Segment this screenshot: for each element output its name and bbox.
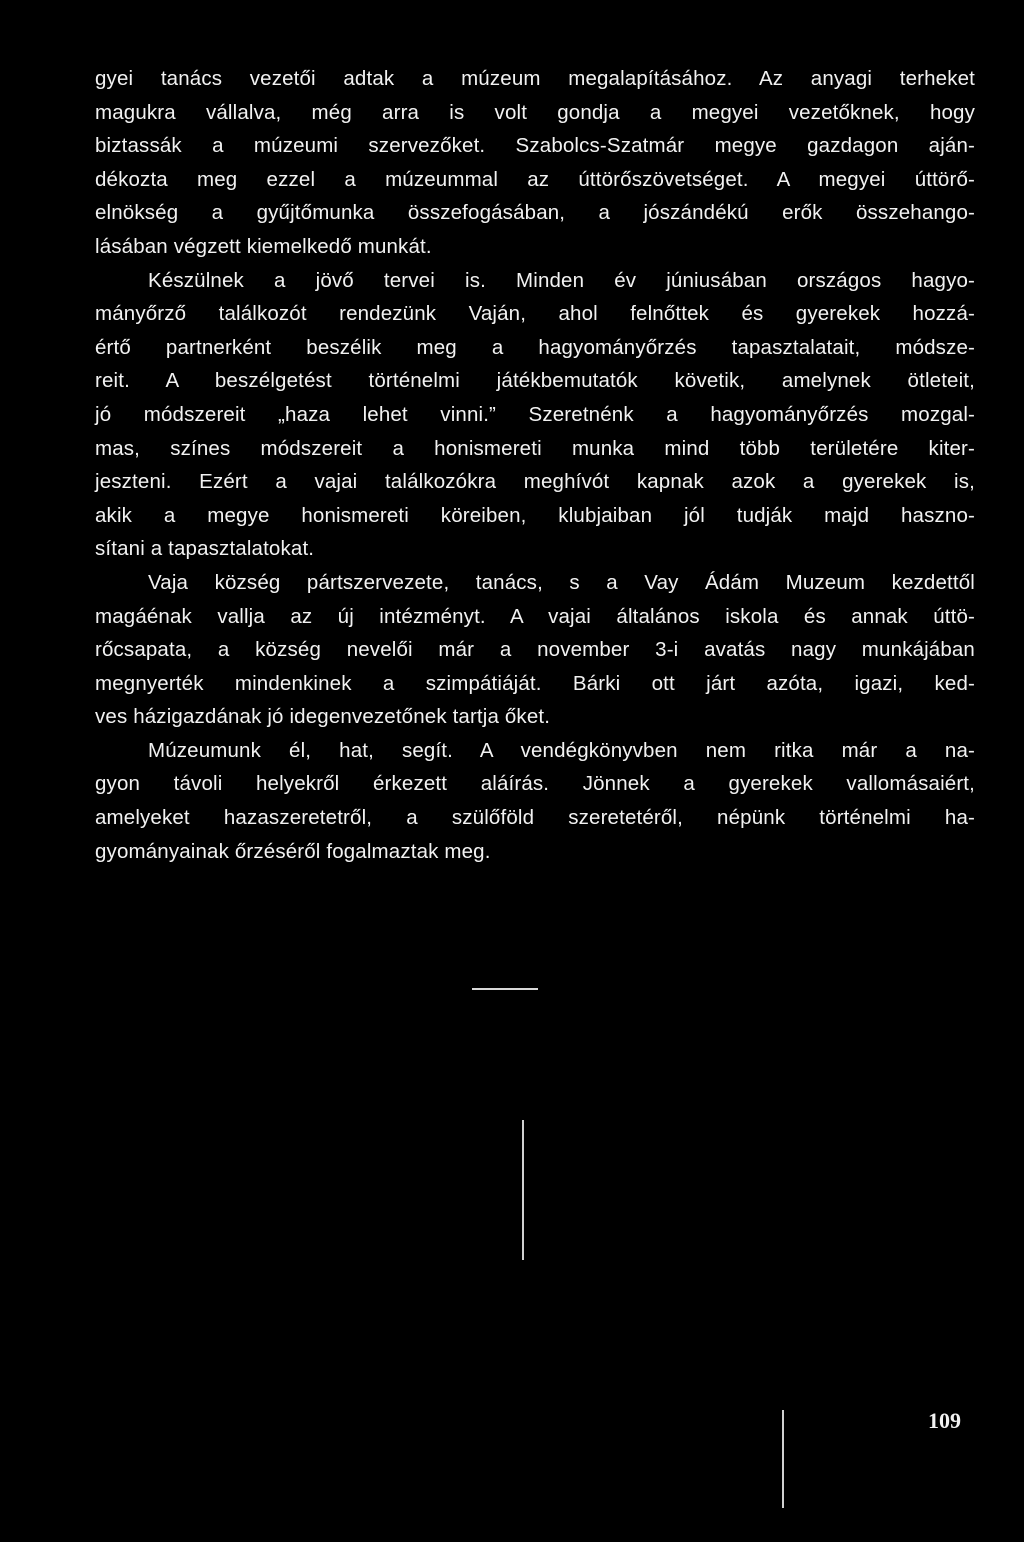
text-line: gyományainak őrzéséről fogalmaztak meg.	[95, 839, 491, 863]
text-line: magáénak vallja az új intézményt. A vajai általános iskola és annak úttö-	[95, 604, 975, 628]
text-line: gyei tanács vezetői adtak a múzeum megalapításához. Az anyagi terheket	[95, 67, 975, 90]
text-line: mas, színes módszereit a honismereti munka mind több területére kiter-	[95, 436, 975, 460]
text-line: mányőrző találkozót rendezünk Vaján, ahol felnőttek és gyerekek hozzá-	[95, 302, 975, 326]
scan-artifact-line	[782, 1410, 784, 1508]
text-line: amelyeket hazaszeretetről, a szülőföld szeretetéről, népünk történelmi ha-	[95, 806, 975, 830]
text-line: megnyerték mindenkinek a szimpátiáját. Bárki ott járt azóta, igazi, ked-	[95, 671, 975, 695]
page-number: 109	[928, 1408, 961, 1433]
body-text	[95, 62, 975, 868]
text-line: akik a megye honismereti köreiben, klubjaiban jól tudják majd haszno-	[95, 503, 975, 527]
text-line: magukra vállalva, még arra is volt gondja a megyei vezetőknek, hogy	[95, 100, 975, 124]
text-line: dékozta meg ezzel a múzeummal az úttörőszövetséget. A megyei úttörő-	[95, 167, 975, 191]
text-line: jeszteni. Ezért a vajai találkozókra meghívót kapnak azok a gyerekek is,	[95, 470, 975, 494]
text-line: gyon távoli helyekről érkezett aláírás. Jönnek a gyerekek vallomásaiért,	[95, 772, 975, 796]
text-line: reit. A beszélgetést történelmi játékbemutatók követik, amelynek ötleteit,	[95, 369, 975, 393]
text-line: sítani a tapasztalatokat.	[95, 537, 315, 561]
text-line: lásában végzett kiemelkedő munkát.	[95, 234, 432, 258]
scan-artifact-line	[522, 1120, 524, 1260]
text-line: biztassák a múzeumi szervezőket. Szabolcs-Szatmár megye gazdagon aján-	[95, 134, 975, 158]
text-line: elnökség a gyűjtőmunka összefogásában, a jószándékú erők összehango-	[95, 201, 975, 225]
text-line: rőcsapata, a község nevelői már a november 3-i avatás nagy munkájában	[95, 638, 975, 662]
section-divider	[472, 988, 538, 990]
text-line: Készülnek a jövő tervei is. Minden év júniusában országos hagyo-	[148, 268, 975, 292]
text-line: jó módszereit „haza lehet vinni.” Szeretnénk a hagyományőrzés mozgal-	[95, 402, 975, 426]
text-line: Vaja község pártszervezete, tanács, s a Vay Ádám Muzeum kezdettől	[148, 570, 975, 594]
text-line: Múzeumunk él, hat, segít. A vendégkönyvben nem ritka már a na-	[148, 738, 975, 762]
text-line: ves házigazdának jó idegenvezetőnek tartja őket.	[95, 705, 551, 729]
text-line: értő partnerként beszélik meg a hagyományőrzés tapasztalatait, módsze-	[95, 335, 975, 359]
